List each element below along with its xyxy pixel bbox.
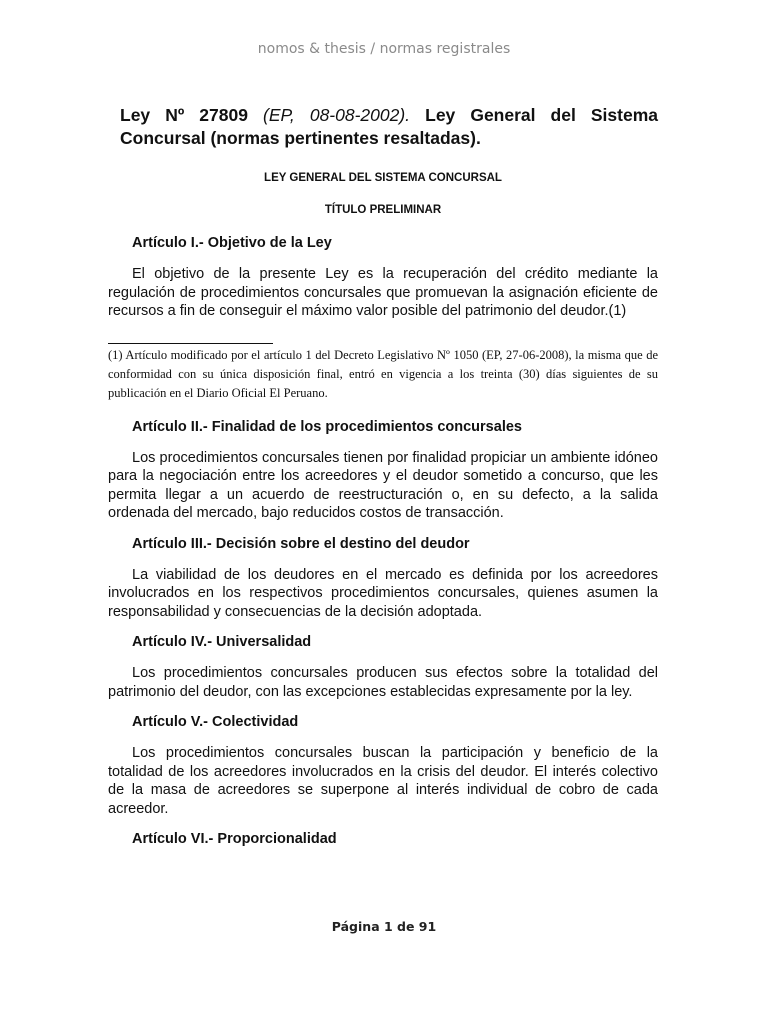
article-5-body: Los procedimientos concursales buscan la participación y beneficio de la totalidad de los acreedores involucrados en la crisis del deudor. El interés colectivo de la masa de acreedores se superpone al interés individual de cobro de cada acreedor. <box>108 745 658 817</box>
document-body <box>108 104 658 847</box>
article-2-body: Los procedimientos concursales tienen por finalidad propiciar un ambiente idóneo para la negociación entre los acreedores y el deudor sometido a concurso, que les permita llegar a un acuerdo de reestructuración o, en su defecto, a la salida ordenada del mercado, bajo reducidos costos de transacción. <box>108 449 658 521</box>
article-2-heading: Artículo II.- Finalidad de los procedimientos concursales <box>132 418 522 435</box>
article-5-heading: Artículo V.- Colectividad <box>132 714 299 730</box>
titulo-preliminar-heading: TÍTULO PRELIMINAR <box>324 204 442 216</box>
article-3-body: La viabilidad de los deudores en el mercado es definida por los acreedores involucrados en los respectivos procedimientos concursales, quienes asumen la responsabilidad y consecuencias de la decisión adoptada. <box>108 566 658 620</box>
footnote-separator <box>108 343 273 344</box>
law-title <box>120 104 658 150</box>
footnote-1: (1) Artículo modificado por el artículo 1 del Decreto Legislativo Nº 1050 (EP, 27-06-2008), la misma que de conformidad con su única disposición final, entró en vigencia a los treinta (30) días siguientes de su publicación en el Diario Oficial El Peruano. <box>108 347 658 400</box>
article-4-heading: Artículo IV.- Universalidad <box>132 634 312 650</box>
article-3-heading: Artículo III.- Decisión sobre el destino del deudor <box>132 535 470 552</box>
article-4-body: Los procedimientos concursales producen sus efectos sobre la totalidad del patrimonio del deudor, con las excepciones establecidas expresamente por la ley. <box>108 665 658 700</box>
article-6-heading: Artículo VI.- Proporcionalidad <box>132 831 337 847</box>
page-header: nomos & thesis / normas registrales <box>257 41 511 57</box>
page-number: Página 1 de 91 <box>331 919 437 934</box>
law-publication-meta: (EP, 08-08-2002). <box>263 105 411 125</box>
law-caps-heading: LEY GENERAL DEL SISTEMA CONCURSAL <box>264 172 502 184</box>
law-title-rest: Ley General del Sistema Concursal (normas pertinentes resaltadas). <box>120 105 658 148</box>
article-1-body: El objetivo de la presente Ley es la recuperación del crédito mediante la regulación de procedimientos concursales que promuevan la asignación eficiente de recursos a fin de conseguir el máximo valor posible del patrimonio del deudor.(1) <box>108 266 658 319</box>
law-number: Ley Nº 27809 <box>120 105 248 125</box>
article-1-heading: Artículo I.- Objetivo de la Ley <box>132 235 332 251</box>
